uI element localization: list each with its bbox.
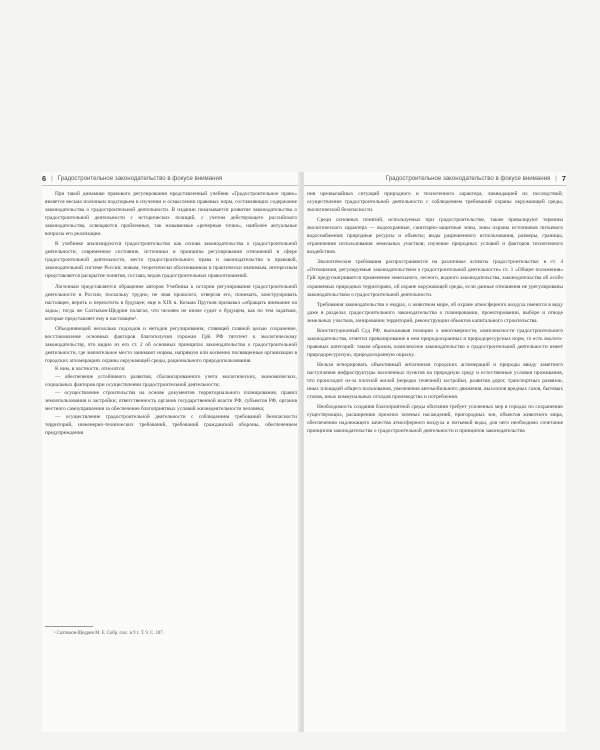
right-page-number: 7 [561,173,566,183]
paragraph: Экологические требования распространяются на различные аспекты градостроительства: в ст. 4 «Отношения, регулируемые законодательством о градостроительной деятельности» гл. 1 «Общие положения» ГрК предусматривается применение земельного, лесного, водного законодательства, законодательства об особо охраняемых природных территориях, об охране окружающей среды, если данные отношения не урегулированы законодательством о градостроительной деятельности. [307,259,563,298]
right-page [304,172,566,732]
paragraph: Среди основных понятий, используемых при градостроительстве, также превалируют термины экологического характера — водоохранные, санитарно-защитные зоны, зоны охраны источников питьевого водоснабжения; природные ресурсы и объекты; виды разрешенного использования, размеры, границы, ограничения использования земельных участков; изучение природных условий и факторов техногенного воздействия. [307,217,563,256]
paragraph: Необходимость создания благоприятной среды обитания требует усиленных мер в городах по сохранению существующих, расширению прежних зеленых насаждений, пригородных зон, объектов животного мира, обеспечению надлежащего качества атмосферного воздуха и питьевой воды, для чего необходимо сочетание принципов законодательства о градостроительной деятельности и принципов законодательства [307,404,563,435]
footnote-rule [45,626,93,627]
footnote: ¹ Салтыков-Щедрин М. Е. Собр. соч.: в 9 т. Т. 9. С. 107. [54,631,164,636]
paragraph: ния чрезвычайных ситуаций природного и техногенного характера, ликвидацией их последствий; осуществление градостроительной деятельности с соблюдением требований охраны окружающей среды, экологической безопасности. [307,191,563,214]
paragraph: Нельзя игнорировать объективный антагонизм городских агломераций и природы ввиду заметного наступления инфраструктуры населенных пунктов на природную среду и естественные условия проживания, что происходит из-за плотной жилой (нередко точечной) застройки, развития дорог, транспортных развязок, иных площадей общего пользования, увеличения автомобильного движения, выхлопов вредных газов, бытовых стоков, иных коммунальных отходов производства и потребления. [307,361,563,401]
paragraph: В учебнике анализируются градостроительство как основа законодательства о градостроительной деятельности, современное состояние, источники и принципы регулирования отношений в сфере градостроительной деятельности, место градостроительного права и законодательства в правовой, законодательной системе России; новым, теоретически обоснованным и практически значимым, интересным представляется раскрытие понятия, состава, видов градостроительных правоотношений. [45,241,297,280]
left-running-head-title: Градостроительное законодательство в фокусе внимания [57,174,223,182]
left-header-rule [42,185,300,186]
paragraph: Требования законодательства о недрах, о животном мире, об охране атмосферного воздуха имеются в виду даже в разделах градостроительного законодательства о планировании, проектировании, выборе и отводе земельных участков, зонировании территорий, реконструкции объектов капитального строительства. [307,301,563,324]
paragraph: Логичным представляется обращение авторов Учебника к истории регулирования градостроительной деятельности в России, поскольку трудно, не зная прошлого, отвергая его, понимать, конструировать настоящее, верить и перехотить в будущее; еще в XIX в. Козьма Прутков призывал «обращать внимание на зады»; тогда же Салтыков-Щедрин полагал, что человек не иначе судит о будущем, как по тем задаткам, которые представляет ему в настоящем¹. [45,283,297,322]
right-running-head-title: Градостроительное законодательство в фокусе внимания [385,174,551,182]
list-item: — обеспечение устойчивого развития, сбалансированного учета экологических, экономических, социальных факторов при осуществлении градостроительной деятельности; [45,374,297,389]
paragraph: К ним, в частности, относятся: [55,365,126,372]
right-running-header [304,172,566,184]
header-separator: | [51,174,53,182]
right-header-rule [304,185,566,186]
paragraph: Конституционный Суд РФ, высказывая позицию о многомерности, комплексности градостроительного законодательства, отметил превалирование в нем природоохранных и природоресурсных норм, то есть эколого-правовых категорий: таким образом, комплексное законодательство о градостроительной деятельности имеет природоресурсную, природоохранную окраску. [307,327,563,358]
left-page-number: 6 [42,173,47,183]
left-body-text [45,190,297,437]
right-body-text [307,190,563,435]
paragraph: При такой динамике правового регулирования представленный учебник «Градостроительное право» является весьма полезным подспорьем в изучении и осмыслении правовых норм, составляющих содержание законодательства о градостроительной деятельности. В издании показывается развитие законодательства о градостроительной деятельности с исторических позиций, с учетом действующего российского законодательства, освещаются проблемные, так называемые «реперные точки», наиболее актуальные вопросы его реализации. [45,191,297,238]
left-page [42,172,300,732]
list-item: — осуществление строительства на основе документов территориального планирования, правил землепользования и застройки; ответственность органов государственной власти РФ, субъектов РФ, органов местного самоуправления за обеспечение благоприятных условий жизнедеятельности человека; [45,390,297,413]
list-item: — осуществление градостроительной деятельности с соблюдением требований безопасности территорий, инженерно-технических требований, требований гражданской обороны, обеспечением предупреждения [45,414,297,437]
paragraph: Объединяющей несколько подходов и методов регулирования, ставящей главной целью сохранение, восстановление основных факторов благополучия горожан ГрК РФ тяготеет к экологическому законодательству, что видно из его ст. 2 об основных принципах законодательства о градостроительной деятельности, где значительное место занимают нормы, напрямую или косвенно посвященные организации в городских агломерациях охраны окружающей среды, рационального природопользования. [45,325,297,364]
header-separator: | [555,174,557,182]
left-running-header [42,172,300,184]
